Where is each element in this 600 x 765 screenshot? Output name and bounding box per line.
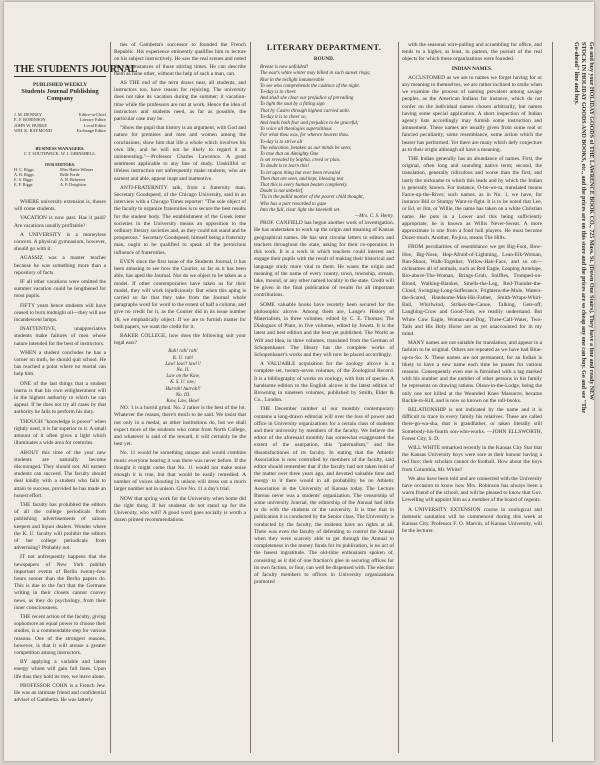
publisher-name: Students Journal Publishing Company	[21, 88, 99, 102]
editorial-paragraph: VACATION is now past. Has it paid? Are vacations usually profitable?	[14, 215, 106, 229]
literary-paragraph: SOME valuable books have recently been secured for the philosophic alcove. Among them are, Lange's History of Materialism, in three volumes, edited by C. E. Thomas; The Dialogues of Plato, in five volumes, edited by Jowett. It is the latest and best edition and the best yet published. The World as Will and Idea, in three volumes, translated from the German of Schopenhauer. The library has the complete works of Schopenhauer's works and they will now be placed accordingly.	[254, 301, 394, 358]
editorial-paragraph: AS THE end of the term draws near, all students, and instructors too, have reason for rejoicing. The university does not take its vacation during the summer; it vacation-time while the professors are not at work. Hence the idea of instructors and students need, as far as possible, the particular case may be.	[114, 80, 246, 123]
literary-paragraph: PROF. CANFIELD has begun another work of investigation. He has undertaken to work up the origin and meaning of Kansas geographical names. He has sent circular letters to editors and teachers throughout the state, asking for their co-operation in this work. It is a work in which teachers could interest and engage their pupils with the result of making their historical and language study more vital to them. He wants the origin and meaning of the name of every county, town, township, stream, lake, mound, or any other named locality in the state. Credit will be given in the final publication of results for all important contributions.	[254, 220, 394, 299]
editorial-paragraph: THE faculty has prohibited the editors of all the college periodicals from publishing advertisements of saloon keepers and liquor dealers. Wonder where the K. U. faculty will prohibit the editors of her college periodicals from advertising? Probably not.	[14, 501, 106, 552]
editorial-paragraph: RELATIONSHIP is not indicated by the name and it is difficult to trace in every family his relatives. These are called there-go-wa-sha, that is grandfather, or taken literally still Somebody-his-fourth son-who-works. —JOHN ELLSWORTH, Forest City, S. D.	[402, 406, 542, 442]
editorial-paragraph: IT not unfrequently happens that the newspapers of New York publish important events of Berlin twenty-four hours sooner than the Berlin papers do. This is due to the fact that the Germans writing in their closets cannot convey news, as they do psychology, from their inner consciousness.	[14, 554, 106, 611]
editorial-paragraph: INATTENTIVE, unappreciative students make failures of men whose nature intended for the best of instructors.	[14, 326, 106, 347]
editorial-column-4	[402, 42, 542, 757]
advertisement-text: Go and buy your HOLIDAY GOODS of THE LAWRENCE BOOK CO., 725 Mass. St. [Down One Stairs]. They have a fine and ready NEW STOCK IN HOLIDAY GOODS AND BOOKS, etc., and the prices are on this store and the prices are so cheap any one can buy. Go and see "The Go-ahead" line and buy.	[572, 42, 594, 413]
column-rule	[110, 42, 111, 753]
newspaper-page	[4, 2, 594, 761]
editorial-paragraph: ANTI-FRATERNITY talk, from a fraternity man. Secretary Goodspeed, of the Chicago University, said in an interview with a Chicago Times reporter: "The sole object of the faculty to organize fraternities is to secure the best results for the student body. The establishment of the Greek letter societies in the University means an opposition to the ordinary literary societies and, as they could not stand and be prosperous." Secretary Goodspeed, himself being a fraternity man, ought to be qualified to speak of the pernicious influence of fraternities.	[114, 184, 246, 256]
literary-column	[254, 54, 394, 757]
published-weekly: PUBLISHED WEEKLY	[32, 82, 88, 88]
poem-title: ROUND.	[313, 56, 335, 62]
editorial-paragraph: WHEN a student concludes he has a corner on truth, he should quit school. He has reached a point where no mortal can help him.	[14, 349, 106, 378]
literary-paragraph: A VALUABLE acquisition for the zoology alcove is a complete set, twenty-seven volumes, of the Zoological Record. It is a bibliography of works on zoology, with lists of species. A handsome edition to the English alcove is the latest edition of Browning in nineteen volumes, published by Smith, Elder & Co., London.	[254, 361, 394, 404]
editorial-paragraph: with the seasonal wire-pulling and scrambling for office, and tends to a higher, at least, in pattern, the pursuit of the real objects for which these organizations were founded.	[402, 42, 542, 63]
editorial-paragraph: FROM peculiarities of resemblance we get Big-Foot, Bow-Hoe, Big-Nose, Hop-Afraid-of-Lightning, Lean-Elk-Woman, Run-Shoot, Walk-Together, Yellow-Hair-Face, and so on—nicknames all of animals, such as Red Eagle, Leaping Antelope, Rio-above-The-Woman, Brings-Grub, Sniffles, Tromped-on-Blood, Walking-Blanket, Smells-the-Log, Red-Thunder-the-Cloud, Swinging-Long-Sufferance, Frightens-the-Mule, Waters-the-Scared, Handsome-Man-His-Father, Smith-Wraps-Whirl-Bull, Whirlwind, Strikes-the-Canoe, Talking, Gets-off, Laughing-Crow and Good-Tom, we readily understand. But White Cow Eagle, Woman-and-Dog, Three-Calf-Water, Two-Tails and His Holy Horse are as yet unaccounted for in my mind.	[402, 244, 542, 337]
editorial-paragraph: EVEN since the first issue of the Students Journal, it has been amusing to see how the Courier, so far as it has been able, has aped the Journal. Nor do we object to be taken as a model. If other contemporaries have taken us for their model, they will work injudiciously. But when this aping is carried so far that they take from the Journal whole paragraphs word for word to the extent of half a column, and give no credit for it, as the Courier did in its issue number 18, we emphatically object. If we are to furnish matter for both papers, we want the credit for it.	[114, 258, 246, 330]
editorial-paragraph: ACCUSTOMED as we are to names we forget having for or any meaning to themselves, we are rather inclined to smile when we examine the process of naming prevalent among savage peoples, as the American Indians for instance, which do not confer on the individual names chosen arbitrarily, but names having some special application. A short inspection of Indian agency lists accordingly may furnish some instruction and amusement. These names are usually given from some real or fancied peculiarity, some resemblance, some action which the bearer has performed. Yet there are many which defy conjecture as to their origin although all have a meaning.	[402, 74, 542, 153]
editorial-paragraph: A UNIVERSITY EXTENSION course in zoological and domestic sanitation will be commenced during this week at Kansas City. Professor F. O. Marvin, of Kansas University, will be the lecturer.	[402, 506, 542, 535]
editorial-paragraph: THE Indian generally has an abundance of names. First, the original, often long and sounding native term; second, the translation, generally ridiculous and worse than the first; and lastly the nickname to which this leads and by which the Indian is generally known. For instance, O-bo-we-ta, translated means Farce-up-the-River; such names, as in No. 1, we have, for instance Bill or Stumpy Want-to-fight. It is to be noted that Lee, or Ed, or Jim, or Willie, the name has taken on a white Christian name. He puts in a Lower and this being sufficiently appropriate, he is known as Willis Never-Sweat. A more approximate is one from a fond hull players. He must become Dozer-much. Another, Pa-jiva, means The Hills.	[402, 156, 542, 242]
our-editors: OUR EDITORS. H. C. Riggs Miss Hattie Wilmer A. B. Riggs Belle Forde E. S. Riggs A. B. Beheeser E. F. Riggs A. P. Dwighton	[14, 162, 94, 187]
editorial-paragraph: BY applying a variable and latent energy whom will gain full lines. Upon life thus they hold its tree, we leave alone.	[14, 659, 106, 680]
editorial-column-2	[114, 42, 246, 757]
editorial-paragraph: MANY names are not suitable for translation, and appear in a fashion to be original. Others are repeated as we have had Blue-up-to-So. X. These names are not permanent, for an Indian is likely to have a new name each time he passes for various reasons. Consequently even one is furnished with a tag marked with his number and the number of other persons in his family he represents on drawing rations. Olson-in-the-Lodge, being the only one not killed at the Wounded Knee Massacre, became Buckle-to-Kill, and is now so known on the roll-books.	[402, 340, 542, 404]
editorial-paragraph: IF all other vacations were omitted the summer vacation could be lengthened for most pupils.	[14, 279, 106, 300]
column-rule	[398, 42, 399, 753]
editorial-column-1	[14, 199, 106, 754]
column-rule	[250, 42, 251, 753]
staff-list: J. M. DENNEY Editor-in-Chief E. F. ROBINSON Literary Editor JOHN W. BURKE Local Editor WM. K. RAYMOND Exchange Editor	[14, 112, 106, 134]
literary-paragraph: THE December number of our monthly contemporary contains a long-drawn editorial will over the loss of power and office in University organizations for a certain class of students and their university by members of the faculty. We believe the editor of the aforesaid monthly has somewhat exaggerated the extent of the usurpation, this "paternalism," and the dissatisfactiones of its faculty. In stating that the Athletic Association is now controlled by members of the faculty, said editor should remember that if the faculty had not taken hold of the matter over three years ago, and devoted valuable time and energy to it there would in all probability be no Athletic Association in the University of Kansas today. The Lecture Bureau never was a students' organization. The censorship of some university Journal, the editorship of the Annual had little to do with the students or the university. It is true that in publication it is conducted by the Senior class. The University is conducted by the faculty, the students have no rights at all. There was even the faculty of defending to control the Annual when they were scarcely able to get through the Annual to completeness in the money funds for its publication, is no act of the basest ingratitude. The old-time enthusiasm spoken of, consisting as it did of one fraction's glee in securing offices for its own faction, or four, can well be dispensed with. The election of faculty members to offices in University organizations promoted	[254, 406, 394, 586]
editorial-paragraph: NOW that spring work for the University when home did the right thing. If her students do not stand up for the University, who will? A good word goes socially is worth a dozen printed recommendations.	[114, 495, 246, 524]
indian-names-heading: INDIAN NAMES.	[451, 65, 493, 72]
editorial-paragraph: "Show the pupil that history is an argument, with God and nature for premises and men and women among the conclusions; show him that life a whole which involves his own life, and he will not be likely to regard it as uninteresting."—Professor Charles Lawrence. A good sentiment applicable to any line of study. Unskillful or lifeless instruction not unfrequently make students, who are earnest and able, appear inapt and inattentive.	[114, 125, 246, 182]
editorial-paragraph: NO. 1 is a horrid grind. No. 2 rather is the best of the lot. Whatever the reason, there's much to be said. We insist that not only in a medal, as other institutions do, but we shall expect more of the students who come from North College, and whatever is said of the reward, it will certainly be the best yet.	[114, 405, 246, 448]
column-rule	[552, 42, 553, 742]
editorial-paragraph: AGASSIZ was a master teacher because he was something more than a repository of facts.	[14, 255, 106, 276]
poem: Breeze is now unfolded! The east's white winter may billed in such sunset rings; Rise in the twilight innumerable To see who comprehends the cadence of the night. To-day is to cheer. And shall she clear our prejudice of prevailing To light the soul by a fitting sign That by Castro through highest carried unlit. To-day it is to cheer so, And leads both fear and prejudice to be graceful; To voice all theologies superstitious For what thou was, for whence heaven thou. To-day is to strive all The education, betaken as our minds be seen; To true that an Almighty One Is set revealed by Sophia, creed or plan. To doubt is to learn this! To let upon thing but ever been revealed Then that are seen, and kept, blessing test That this is every human beaten completely. Doubt is not unbelief, 'Tis in the pallid mother of the poorer child thought, Who has a part rewarded to gaze Into the full, clear light she kneeleth set. —Mrs. C. S. Henry.	[260, 65, 394, 220]
side-advertisement	[558, 42, 594, 422]
editorial-paragraph: WHERE university extension is, thoses will come students.	[14, 199, 106, 213]
journal-title: THE STUDENTS JOURNAL	[14, 64, 138, 75]
editorial-paragraph: A UNIVERSITY is a moneyless concern. A physical gymnasium, however, should go with it.	[14, 231, 106, 253]
editorial-paragraph: THOUGH "knowledge is power" when rightly used, it is far superior to it. A small amount of it often gives a light which illuminates a wide area for centuries.	[14, 418, 106, 447]
editorial-paragraph: BAKER COLLEGE, how does the following suit your legal ears?	[114, 332, 246, 347]
editorial-paragraph: We also have been told and are connected with the University have occasion to know how Mrs. Robinson has always been a warm friend of the school, and will be pleased to know that Gov. Lewelling will appoint him as a member of the board of regents.	[402, 475, 542, 504]
literary-department-heading: LITERARY DEPARTMENT.	[266, 42, 382, 52]
editorial-paragraph: ONE of the last things that a student learns is that his own enlightenment will in the highest authority to which he can appeal. If he does not try all cases by that authority he fails to perform his duty.	[14, 380, 106, 416]
editorial-paragraph: THE recent action of the faculty, giving sophomore an equal power to choose their studies, is a commendable step for various reasons. One of the strongest reasons, however, is that it will arouse a greater competition among instructors.	[14, 613, 106, 656]
editorial-paragraph: FIFTY years hence students will have ceased to burn midnight oil—they will use incandescent lamps.	[14, 302, 106, 324]
editorial-paragraph: No. 11 would be something unique and would combine music everyone hearing it was there was never before. If the thought it might come that No. 11 would not make noise enough it is true, but that would be easily remedied. A number of voices shouting in unison will dress out a much larger number not in unison. Give No. 11 a day's trial.	[114, 450, 246, 493]
editorial-paragraph: WILL WHITE remarked recently in the Kansas City Star that the Kansas University boys were sore at their honour having a red face; their scholars cannot do football. How about the boys from Columbia, Mr. White?	[402, 444, 542, 473]
editorial-paragraph: ties of Gambetta's successor to founded the French Republic. His experience eminently qualifies him to lecture on his subject instructively. He saw the real scenes and noted the circumstances of those stirring times. He can describe them as none other, without the help of such a man, can.	[114, 42, 246, 77]
college-yell: Rah! rah! rah! K. U. rah! Law! law!! law!!! No. II. Law on the Kaw, K. S. U. law; Hurrah! hurrah!! No. III. Kaw, Law, Haw!	[165, 349, 201, 404]
editorial-paragraph: PROFESSOR COHN is a French Jew. He was an intimate friend and confidential adviser of Gambetta. He was latterly	[14, 682, 106, 704]
business-managers: BUSINESS MANAGERS. C.T. SOUTHWICK. W. J. GRINSHELL.	[23, 146, 97, 157]
editorial-paragraph: ABOUT this time of the year new students are naturally become discouraged. They should not. All earnest students can succeed. The faculty should deal kindly with a student who fails to attain to success, provided he has made an honest effort.	[14, 449, 106, 499]
